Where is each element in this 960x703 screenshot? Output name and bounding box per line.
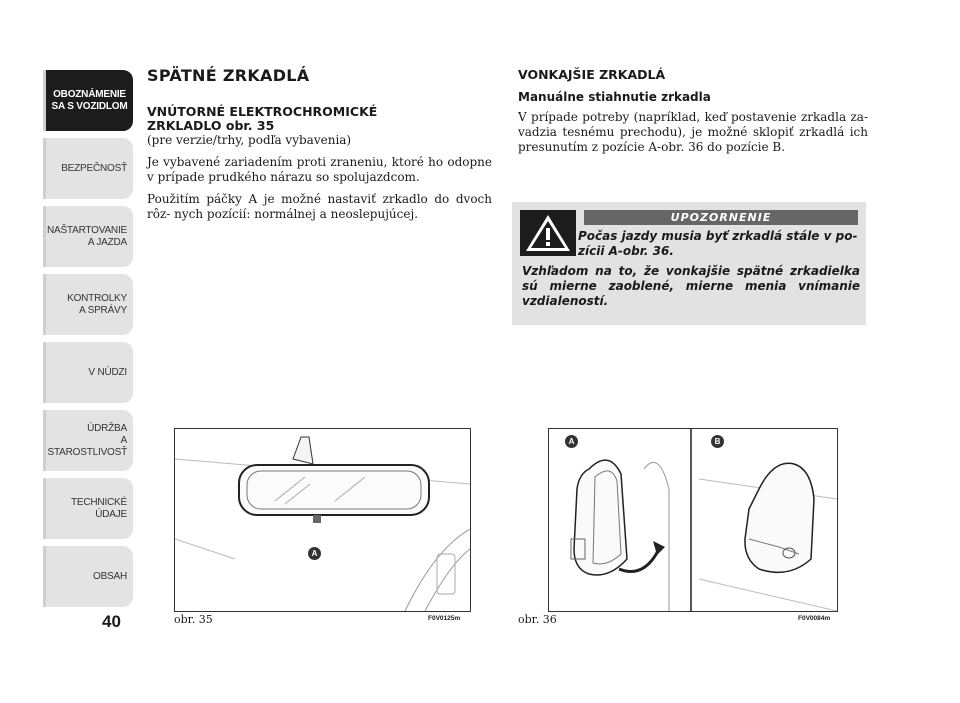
tab-label: BEZPEČNOSŤ [61,162,127,174]
warning-triangle-icon [520,210,576,256]
figure-35-code: F0V0125m [428,615,461,622]
section-title: VONKAJŠIE ZRKADLÁ [518,67,666,82]
tab-label: OBSAH [92,570,127,582]
left-column [147,66,492,229]
tab-v-nudzi[interactable] [43,342,133,403]
tab-label: SA S VOZIDLOM [51,100,128,112]
tab-kontrolky[interactable] [43,274,133,335]
tab-label: OBOZNÁMENIE [53,88,126,100]
tab-technicke-udaje[interactable] [43,478,133,539]
warning-text: Počas jazdy musia byť zrkadlá stále v po- zícii A-obr. 36. [578,229,858,258]
figure-35-image [174,428,471,612]
section-title-line2: ZRKLADLO obr. 35 [147,118,275,133]
tab-label: NAŠTARTOVANIE [46,224,127,236]
tab-label: KONTROLKY [67,292,127,304]
section-note: (pre verzie/trhy, podľa vybavenia) [147,133,352,147]
warning-box [512,202,866,325]
paragraph: V prípade potreby (napríklad, keď postavenie zrkadla za- vadzia tesnému prechodu), je možné sklopiť zrkadlá ich presunutím z pozície A-obr. 36 do pozície B. [518,110,868,154]
warning-heading: UPOZORNENIE [584,210,858,225]
tab-label: A STAROSTLIVOSŤ [47,434,127,458]
subsection-title: Manuálne stiahnutie zrkadla [518,90,711,104]
callout-a: A [565,435,578,448]
callout-b: B [711,435,724,448]
chapter-tabs [43,70,133,614]
tab-label: ÚDAJE [95,508,127,520]
section-title-line1: VNÚTORNÉ ELEKTROCHROMICKÉ [147,104,378,119]
figure-35-caption: obr. 35 [174,613,213,626]
warning-text: Vzhľadom na to, že vonkajšie spätné zrkadielka sú mierne zaoblené, mierne menia vnímanie vzdialeností. [522,264,860,308]
page-number: 40 [102,612,121,631]
tab-nastartovanie[interactable] [43,206,133,267]
right-column [518,67,868,162]
tab-obsah[interactable] [43,546,133,607]
callout-a: A [308,547,321,560]
figure-36-image [548,428,838,612]
tab-oboznamenie[interactable] [43,70,133,131]
tab-udrzba[interactable] [43,410,133,471]
tab-label: A JAZDA [87,236,127,248]
tab-label: ÚDRŽBA [87,422,127,434]
paragraph: Je vybavené zariadením proti zraneniu, ktoré ho odopne v prípade prudkého nárazu so spolujazdcom. [147,155,492,184]
page-title: SPÄTNÉ ZRKADLÁ [147,66,310,85]
tab-label: TECHNICKÉ [71,496,127,508]
tab-label: A SPRÁVY [79,304,127,316]
figure-36-caption: obr. 36 [518,613,557,626]
tab-label: V NÚDZI [88,366,127,378]
paragraph: Použitím páčky A je možné nastaviť zrkadlo do dvoch rôz- nych pozícií: normálnej a neoslepujúcej. [147,192,492,221]
tab-bezpecnost[interactable] [43,138,133,199]
figure-36-code: F0V0084m [798,615,831,622]
